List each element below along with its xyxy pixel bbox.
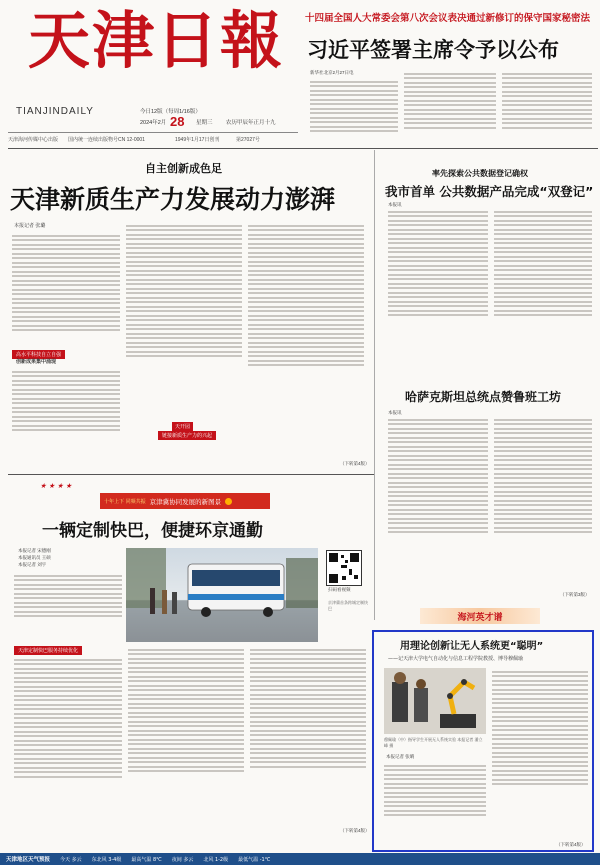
- right1-byline: 本报讯: [388, 202, 402, 207]
- lunar-date: 农历甲辰年正月十九: [226, 120, 276, 126]
- right1-text-col2: [494, 208, 592, 370]
- feature-subhead: 天津定制快巴服务持续优化: [14, 646, 82, 655]
- feature-photo: [126, 548, 318, 642]
- lead-text-col3: [248, 222, 364, 467]
- issue-number: 第27027号: [236, 137, 260, 143]
- edition-info: 今日12版（每周1/16版）: [140, 109, 201, 115]
- publisher: 天津海河传媒中心出版: [8, 137, 59, 143]
- top-story-text-col1: [310, 78, 398, 140]
- founded: 1949年1月17日创刊: [175, 137, 220, 143]
- top-story-headline: 习近平签署主席令予以公布: [307, 38, 559, 62]
- right2-headline: 哈萨克斯坦总统点赞鲁班工坊: [405, 390, 562, 404]
- top-story-text-col2: [404, 70, 496, 140]
- weather-item-5: 北风 1-2级: [203, 856, 229, 863]
- lead-subhead-3-tag: 天开园: [172, 422, 193, 431]
- lead-subhead-2: 创新成果集中涌现: [16, 359, 57, 365]
- sidebar-text-col1: [384, 762, 486, 842]
- lead-headline: 天津新质生产力发展动力澎湃: [10, 185, 336, 214]
- feature-byline-1: 本报记者 宋德刚: [18, 548, 51, 553]
- weather-item-2: 东北风 3-4级: [91, 856, 122, 863]
- sidebar-photo: [384, 668, 486, 734]
- weather-item-3: 最高气温 8℃: [131, 856, 162, 863]
- qr-code-icon[interactable]: [326, 550, 362, 586]
- masthead-title: 天津日報: [28, 4, 285, 77]
- sidebar-byline: 本报记者 张晴: [386, 754, 415, 759]
- right2-text-col2: [494, 416, 592, 588]
- feature-text-col3: [250, 646, 366, 826]
- weather-label: 天津地区天气预报: [6, 857, 51, 863]
- right2-text-col1: [388, 416, 488, 588]
- sidebar-text-col2: [492, 668, 588, 840]
- date-day: 28: [170, 114, 185, 129]
- lead-text-col1: [12, 232, 120, 344]
- weather-item-4: 夜间 多云: [171, 856, 194, 863]
- top-story-kicker: 十四届全国人大常委会第八次会议表决通过新修订的保守国家秘密法: [305, 13, 591, 24]
- sidebar-jump: （下转第4版）: [556, 842, 586, 847]
- photo-caption: 京津冀首条跨城定制快巴: [328, 600, 368, 611]
- right1-headline: 我市首单 公共数据产品完成“双登记”: [385, 184, 594, 199]
- weekday: 星期三: [196, 120, 213, 126]
- weather-bar: [0, 853, 600, 865]
- lead-byline: 本报记者 张璐: [14, 223, 46, 229]
- section-tag: 海河英才谱: [457, 612, 503, 623]
- top-story-text-col3: [502, 70, 592, 140]
- weather-item-1: 今天 多云: [60, 856, 82, 863]
- date-prefix: 2024年2月: [140, 120, 167, 126]
- lead-kicker: 自主创新成色足: [145, 162, 222, 175]
- right2-jump: （下转第3版）: [560, 592, 590, 597]
- feature-series-logo: ★ ★ ★ ★: [40, 482, 72, 490]
- lead-text-col1b: [12, 368, 120, 460]
- lead-subhead-3: 链接新质生产力的兴起: [158, 431, 216, 440]
- feature-text-intro: [14, 572, 122, 642]
- robot-arm-photo-icon: [384, 668, 486, 734]
- feature-headline: 一辆定制快巴，便捷环京通勤: [42, 521, 263, 541]
- bus-photo-icon: [126, 548, 318, 642]
- right1-kicker: 率先探索公共数据登记确权: [432, 169, 528, 178]
- cn-number: 国内统一连续出版物号CN 12-0001: [68, 137, 145, 143]
- lead-subhead-1: 高水平科技自立自强: [12, 350, 65, 359]
- feature-banner-tag: 十年上下 同频共振: [104, 498, 146, 505]
- sidebar-headline: 用理论创新让无人系统更“聪明”: [400, 641, 544, 652]
- section-tag-box: [420, 608, 540, 624]
- right1-text-col1: [388, 208, 488, 370]
- sidebar-subhead: ——记天津大学电气自动化与信息工程学院教授、博导穆佩瑜: [388, 656, 524, 662]
- masthead-english: TIANJINDAILY: [16, 106, 94, 117]
- banner-badge-icon: [225, 498, 232, 505]
- feature-banner-label: 京津冀协同发展的新图景: [149, 497, 222, 506]
- feature-text-col1: [14, 656, 122, 836]
- sidebar-photo-caption: 穆佩瑜（中）指导学生开展无人系统实验 本报记者 潘立峰 摄: [384, 737, 483, 748]
- feature-byline-2: 本报通讯员 王硕: [18, 555, 51, 560]
- feature-banner: [100, 493, 270, 509]
- feature-text-col2: [128, 646, 244, 836]
- weather-item-6: 最低气温 -1℃: [238, 856, 271, 863]
- right2-byline: 本报讯: [388, 410, 402, 415]
- feature-byline-3: 本报记者 刘宇: [18, 562, 47, 567]
- lead-jump: （下转第4版）: [340, 461, 370, 466]
- feature-jump: （下转第4版）: [340, 828, 370, 833]
- top-story-dateline: 新华社北京2月27日电: [310, 70, 354, 75]
- qr-label: 扫码看视频: [328, 587, 351, 592]
